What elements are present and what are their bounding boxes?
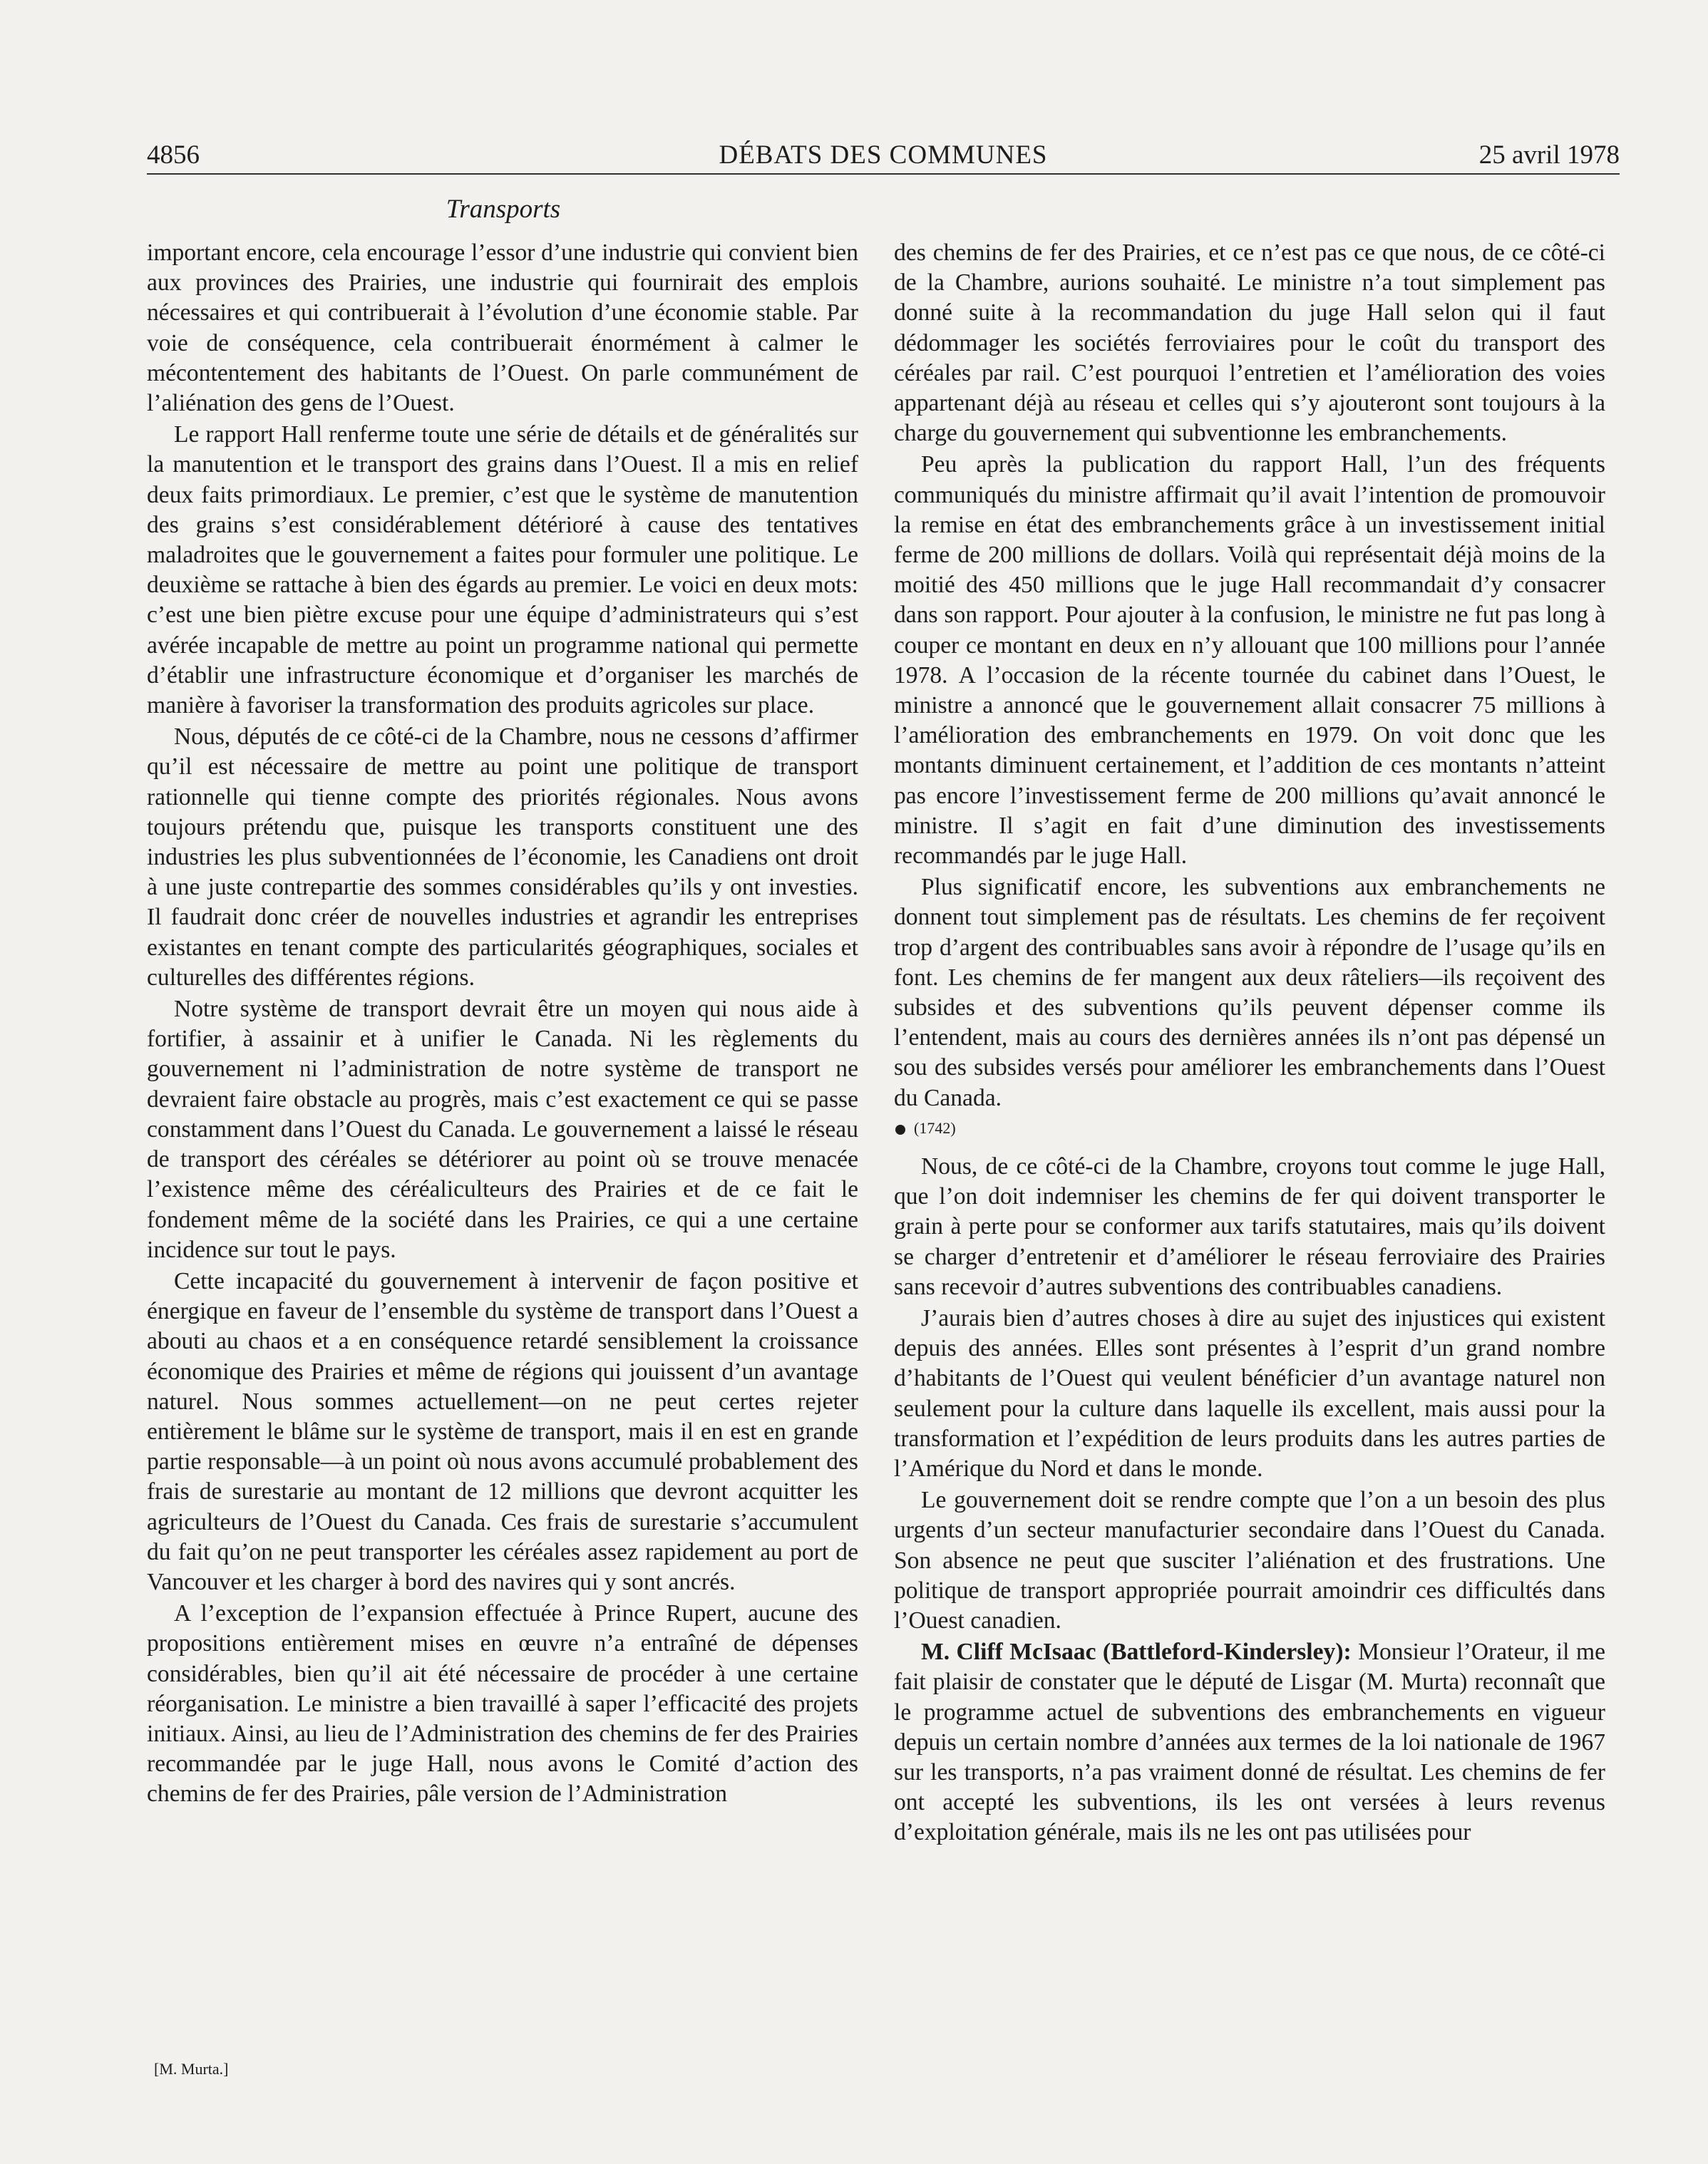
footer-note: [M. Murta.] [154,2060,229,2078]
paragraph: Le rapport Hall renferme toute une série de détails et de généralités sur la manutention et le transport des grains dans l’Ouest. Il a mis en relief deux faits primordiaux. Le premier, c’est que le système de manutention des grains s’est considérablement détérioré à cause des tentatives maladroites que le gouvernement a faites pour formuler une politique. Le deuxième se rattache à bien des égards au premier. Le voici en deux mots: c’est une bien piètre excuse pour une équipe d’administrateurs qui s’est avérée incapable de mettre au point un programme national qui permette d’établir une infrastructure économique et d’organiser les marchés de manière à favoriser la transformation des produits agricoles sur place. [147,421,858,719]
paragraph: Plus significatif encore, les subventions aux embranchements ne donnent tout simplement pas de résultats. Les chemins de fer reçoivent trop d’argent des contribuables sans avoir à répondre de l’usage qu’ils en font. Les chemins de fer mangent aux deux râteliers—ils reçoivent des subsides et des subventions qu’ils peuvent dépenser comme ils l’entendent, mais au cours des dernières années ils n’ont pas dépensé un sou des subsides versés pour améliorer les embranchements dans l’Ouest du Canada. [894,874,1605,1111]
publication-date: 25 avril 1978 [1478,140,1620,170]
paragraph: des chemins de fer des Prairies, et ce n’est pas ce que nous, de ce côté-ci de la Chambre, aurions souhaité. Le ministre n’a tout simplement pas donné suite à la recommandation du juge Hall selon qui il faut dédommager les sociétés ferroviaires pour le coût du transport des céréales par rail. C’est pourquoi l’entretien et l’amélioration des voies appartenant déjà au réseau et celles qui s’y ajouteront sont toujours à la charge du gouvernement qui subventionne les embranchements. [894,239,1605,447]
page-number: 4856 [147,140,200,170]
paragraph: Nous, députés de ce côté-ci de la Chambre, nous ne cessons d’affirmer qu’il est nécessaire de mettre au point une politique de transport rationnelle qui tienne compte des priorités régionales. Nous avons toujours prétendu que, puisque les transports constituent une des industries les plus subventionnées de l’économie, les Canadiens ont droit à une juste contrepartie des sommes considérables qu’ils y ont investies. Il faudrait donc créer de nouvelles industries et agrandir les entreprises existantes en tenant compte des particularités géographiques, sociales et culturelles des différentes régions. [147,723,858,991]
paragraph: Peu après la publication du rapport Hall, l’un des fréquents communiqués du ministre affirmait qu’il avait l’intention de promouvoir la remise en état des embranchements grâce à un investissement initial ferme de 200 millions de dollars. Voilà qui représentait déjà moins de la moitié des 450 millions que le juge Hall recommandait d’y consacrer dans son rapport. Pour ajouter à la confusion, le ministre ne fut pas long à couper ce montant en deux en n’y allouant que 100 millions pour l’année 1978. A l’occasion de la récente tournée du cabinet dans l’Ouest, le ministre a annoncé que le gouvernement allait consacrer 75 millions à l’amélioration des embranchements en 1979. On voit donc que les montants diminuent certainement, et l’addition de ces montants n’atteint pas encore l’investissement ferme de 200 millions qu’avait annoncé le ministre. Il s’agit en fait d’une diminution des investissements recommandés par le juge Hall. [894,451,1605,870]
speaker-paragraph [894,1637,1605,1848]
paragraph: important encore, cela encourage l’essor d’une industrie qui convient bien aux provinces des Prairies, une industrie qui fournirait des emplois nécessaires et qui contribuerait à l’évolution d’une économie stable. Par voie de conséquence, cela contribuerait énormément à calmer le mécontentement des habitants de l’Ouest. On parle communément de l’aliénation des gens de l’Ouest. [147,239,858,417]
paragraph: Nous, de ce côté-ci de la Chambre, croyons tout comme le juge Hall, que l’on doit indemniser les chemins de fer qui doivent transporter le grain à perte pour se conformer aux tarifs statutaires, mais qu’ils doivent se charger d’entretenir et d’améliorer le réseau ferroviaire des Prairies sans recevoir d’autres subventions des contribuables canadiens. [894,1153,1605,1300]
right-column [894,238,1605,1850]
left-column [147,238,858,1811]
time-marker [895,1118,1605,1139]
page-header [147,140,1620,175]
time-marker-label: (1742) [914,1118,956,1137]
bullet-icon [895,1125,905,1135]
paragraph: Le gouvernement doit se rendre compte que l’on a un besoin des plus urgents d’un secteur manufacturier secondaire dans l’Ouest du Canada. Son absence ne peut que susciter l’aliénation et des frustrations. Une politique de transport appropriée pourrait amoindrir ces difficultés dans l’Ouest canadien. [894,1487,1605,1634]
paragraph: Cette incapacité du gouvernement à intervenir de façon positive et énergique en faveur de l’ensemble du système de transport dans l’Ouest a abouti au chaos et a en conséquence retardé sensiblement la croissance économique des Prairies et même de régions qui jouissent d’un avantage naturel. Nous sommes actuellement—on ne peut certes rejeter entièrement le blâme sur le système de transport, mais il en est en grande partie responsable—à un point où nous avons accumulé probablement des frais de surestarie au montant de 12 millions que devront acquitter les agriculteurs de l’Ouest du Canada. Ces frais de surestarie s’accumulent du fait qu’on ne peut transporter les céréales assez rapidement au port de Vancouver et les charger à bord des navires qui y sont ancrés. [147,1267,858,1595]
section-title: Transports [446,195,561,224]
publication-title: DÉBATS DES COMMUNES [719,140,1048,170]
speaker-name: M. Cliff McIsaac (Battleford-Kindersley): [921,1639,1352,1666]
paragraph: Notre système de transport devrait être un moyen qui nous aide à fortifier, à assainir et à unifier le Canada. Ni les règlements du gouvernement ni l’administration de notre système de transport ne devraient faire obstacle au progrès, mais c’est exactement ce qui se passe constamment dans l’Ouest du Canada. Le gouvernement a laissé le réseau de transport des céréales se détériorer au point où se trouve menacée l’existence même des céréaliculteurs des Prairies et de ce fait le fondement même de la société dans les Prairies, ce qui a une certaine incidence sur tout le pays. [147,996,858,1263]
header-rule [147,173,1620,175]
paragraph: A l’exception de l’expansion effectuée à Prince Rupert, aucune des propositions entièrement mises en œuvre n’a entraîné de dépenses considérables, bien qu’il ait été nécessaire de procéder à une certaine réorganisation. Le ministre a bien travaillé à saper l’efficacité des projets initiaux. Ainsi, au lieu de l’Administration des chemins de fer des Prairies recommandée par le juge Hall, nous avons le Comité d’action des chemins de fer des Prairies, pâle version de l’Administration [147,1600,858,1808]
speaker-text: Monsieur l’Orateur, il me fait plaisir de constater que le député de Lisgar (M. Murta) reconnaît que le programme actuel de subventions des embranchements en vigueur depuis un certain nombre d’années aux termes de la loi nationale de 1967 sur les transports, n’a pas vraiment donné de résultat. Les chemins de fer ont accepté les subventions, ils les ont versées à leurs revenus d’exploitation générale, mais ils ne les ont pas utilisées pour [894,1639,1605,1846]
paragraph: J’aurais bien d’autres choses à dire au sujet des injustices qui existent depuis des années. Elles sont présentes à l’esprit d’un grand nombre d’habitants de l’Ouest qui veulent bénéficier d’un avantage naturel non seulement pour la culture dans laquelle ils excellent, mais aussi pour la transformation et l’expédition de leurs produits dans les autres parties de l’Amérique du Nord et dans le monde. [894,1304,1605,1482]
